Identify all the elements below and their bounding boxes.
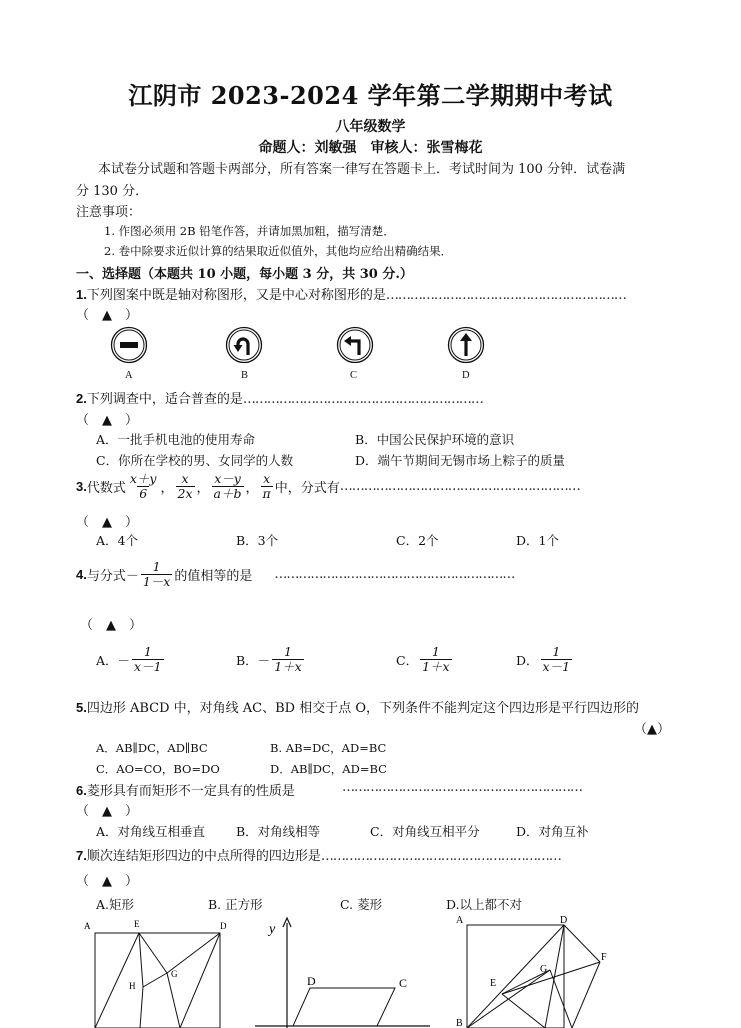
q2-stem bbox=[76, 388, 483, 407]
q2-number: 2. bbox=[76, 391, 87, 406]
fig1-label-d: D bbox=[220, 921, 227, 931]
arrow-up-circle-icon bbox=[447, 326, 485, 364]
q2-option-c: C．你所在学校的男、女同学的人数 bbox=[96, 453, 294, 468]
q4-stem bbox=[76, 560, 514, 590]
q4-answer-mark: （ ▲ ） bbox=[80, 618, 142, 633]
q7-option-a: A.矩形 bbox=[96, 897, 135, 912]
note-1: 1. 作图必须用 2B 铅笔作答，并请加黑加粗，描写清楚． bbox=[104, 224, 395, 238]
q4-option-a: A．－ $\frac{1}{x-1}$ bbox=[96, 644, 162, 675]
q4-option-c: C． $\frac{1}{1+x}$ bbox=[396, 644, 450, 675]
notes-title: 注意事项： bbox=[76, 205, 142, 220]
q1-text: 下列图案中既是轴对称图形，又是中心对称图形的是 bbox=[86, 288, 386, 303]
q1-label-d: D bbox=[462, 370, 470, 381]
intro-line-2: 分 130 分． bbox=[76, 184, 149, 199]
fig1-label-h: H bbox=[129, 981, 136, 991]
figure-coordinate-parallelogram bbox=[255, 915, 435, 1028]
q5-option-b: B. AB=DC，AD=BC bbox=[270, 741, 387, 755]
q6-stem bbox=[76, 780, 295, 799]
exam-subject: 八年级数学 bbox=[335, 119, 406, 135]
q5-number: 5. bbox=[76, 700, 87, 715]
q5-option-d: D．AB∥DC，AD=BC bbox=[270, 762, 387, 776]
q5-option-a: A．AB∥DC，AD∥BC bbox=[96, 741, 208, 755]
q3-option-c: C．2个 bbox=[396, 533, 439, 548]
q7-option-c: C. 菱形 bbox=[340, 897, 383, 912]
q7-number: 7. bbox=[76, 848, 87, 863]
q2-option-b: B．中国公民保护环境的意识 bbox=[355, 432, 515, 447]
q5-answer-mark: （▲） bbox=[634, 722, 670, 737]
exam-authors: 命题人：刘敏强 审核人：张雪梅花 bbox=[258, 140, 483, 156]
q5-stem bbox=[76, 697, 639, 716]
figure-rectangle-aedhg bbox=[80, 915, 230, 1028]
fig2-label-d: D bbox=[307, 974, 316, 988]
q1-label-a: A bbox=[125, 370, 133, 381]
q6-answer-mark: （ ▲ ） bbox=[76, 804, 138, 819]
q4-number: 4. bbox=[76, 567, 87, 583]
note-2: 2. 卷中除要求近似计算的结果取近似值外，其他均应给出精确结果． bbox=[104, 244, 453, 258]
q1-label-b: B bbox=[241, 370, 249, 381]
q2-text: 下列调查中，适合普查的是 bbox=[86, 392, 243, 407]
fig3-label-f: F bbox=[601, 952, 607, 963]
q3-dots: …………………………………………………… bbox=[339, 479, 580, 495]
q7-option-b: B. 正方形 bbox=[208, 897, 263, 912]
q2-answer-mark: （ ▲ ） bbox=[76, 413, 138, 428]
q2-option-a: A．一批手机电池的使用寿命 bbox=[96, 432, 256, 447]
q3-fraction-4: $\frac{x}{\pi}$ bbox=[262, 471, 271, 502]
q6-dots: …………………………………………………… bbox=[342, 780, 582, 795]
figure-square-dfgeb bbox=[450, 912, 620, 1028]
q6-option-d: D．对角互补 bbox=[516, 824, 589, 839]
q3-option-b: B．3个 bbox=[236, 533, 279, 548]
fig3-label-a: A bbox=[456, 915, 464, 926]
q2-option-d: D．端午节期间无锡市场上粽子的质量 bbox=[355, 453, 566, 468]
fig2-label-c: C bbox=[399, 976, 408, 990]
q7-dots: …………………………………………………… bbox=[320, 849, 561, 864]
fig3-label-b: B bbox=[456, 1018, 463, 1028]
q7-option-d: D.以上都不对 bbox=[446, 897, 523, 912]
q3-answer-mark: （ ▲ ） bbox=[76, 515, 138, 530]
intro-line-1: 本试卷分试题和答题卡两部分，所有答案一律写在答题卡上．考试时间为 100 分钟．试卷满 bbox=[98, 162, 626, 177]
fig1-label-g: G bbox=[171, 969, 178, 979]
q4-prefix: 与分式－ bbox=[86, 569, 139, 585]
fig2-label-y: y bbox=[269, 922, 276, 937]
q7-stem bbox=[76, 845, 561, 864]
q4-suffix: 的值相等的是 bbox=[174, 569, 253, 585]
q7-text: 顺次连结矩形四边的中点所得的四边形是 bbox=[86, 849, 321, 864]
turn-left-circle-icon bbox=[336, 326, 374, 364]
q3-prefix: 代数式 bbox=[86, 481, 126, 497]
q1-number: 1. bbox=[76, 287, 87, 302]
u-turn-circle-icon bbox=[225, 326, 263, 364]
fig1-label-e: E bbox=[134, 919, 140, 929]
q3-option-d: D．1个 bbox=[516, 533, 559, 548]
q3-fraction-1: $\frac{x+y}{6}$ bbox=[129, 471, 157, 502]
q5-option-c: C．AO=CO，BO=DO bbox=[96, 762, 220, 776]
q4-fraction: $\frac{1}{1-x}$ bbox=[142, 559, 171, 590]
q3-fraction-3: $\frac{x-y}{a+b}$ bbox=[213, 471, 242, 502]
q5-text: 四边形 ABCD 中，对角线 AC、BD 相交于点 O，下列条件不能判定这个四边形是平行四边形的 bbox=[86, 701, 640, 716]
fig3-label-d: D bbox=[560, 915, 568, 926]
q4-option-b: B．－ $\frac{1}{1+x}$ bbox=[236, 644, 302, 675]
minus-circle-icon bbox=[110, 326, 148, 364]
q1-stem bbox=[76, 284, 626, 303]
q1-dots: …………………………………………………… bbox=[385, 288, 626, 303]
fig3-label-e: E bbox=[490, 978, 497, 989]
q1-answer-mark: （ ▲ ） bbox=[76, 308, 138, 323]
q3-fraction-2: $\frac{x}{2x}$ bbox=[177, 471, 193, 502]
q1-label-c: C bbox=[350, 370, 358, 381]
q6-text: 菱形具有而矩形不一定具有的性质是 bbox=[86, 784, 295, 799]
q6-option-a: A．对角线互相垂直 bbox=[96, 824, 206, 839]
q7-answer-mark: （ ▲ ） bbox=[76, 874, 138, 889]
q2-dots: …………………………………………………… bbox=[242, 392, 483, 407]
q4-dots: …………………………………………………… bbox=[274, 567, 515, 583]
q6-option-c: C．对角线互相平分 bbox=[370, 824, 480, 839]
q3-number: 3. bbox=[76, 479, 87, 495]
section-heading: 一、选择题（本题共 10 小题，每小题 3 分，共 30 分.） bbox=[76, 267, 413, 282]
q4-option-d: D． $\frac{1}{x-1}$ bbox=[516, 644, 571, 675]
exam-title: 江阴市 2023-2024 学年第二学期期中考试 bbox=[128, 81, 613, 110]
q3-option-a: A．4个 bbox=[96, 533, 138, 548]
fig3-label-g: G bbox=[540, 964, 548, 975]
fig1-label-a: A bbox=[84, 921, 91, 931]
q6-option-b: B．对角线相等 bbox=[236, 824, 321, 839]
q3-suffix: 中，分式有 bbox=[274, 481, 340, 497]
q3-stem: 3. 代数式 $\frac{x+y}{6}$ ， $\frac{x}{2x}$ ， $\frac{x-y}{a+b}$ ， $\frac{x}{\pi}$ 中，分式有 …………………………………………………… bbox=[76, 471, 580, 502]
q6-number: 6. bbox=[76, 783, 87, 798]
